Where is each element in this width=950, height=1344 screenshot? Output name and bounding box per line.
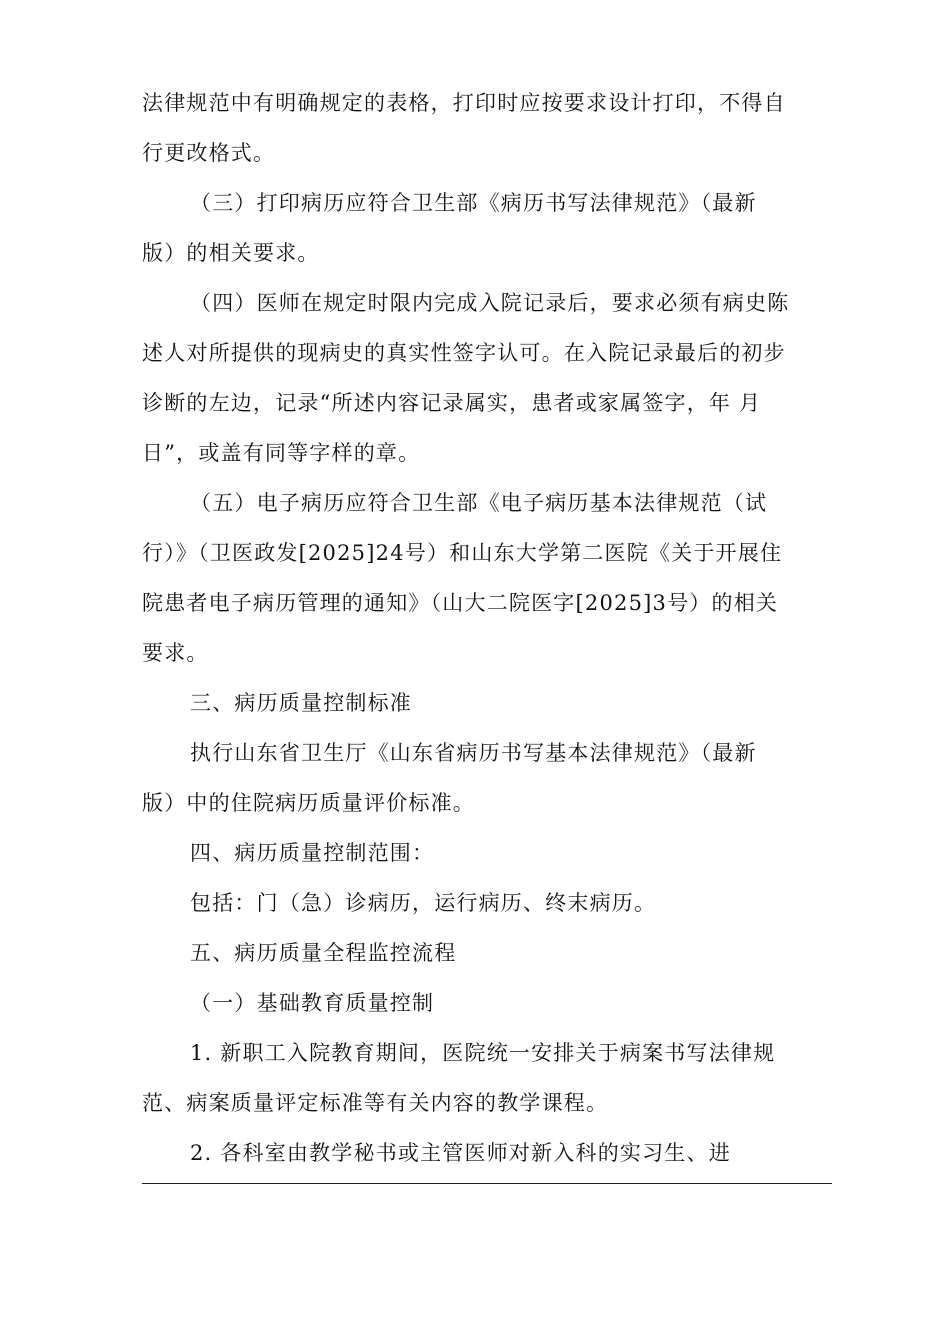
body-line-11: 院患者电子病历管理的通知》（山大二院医字[2025]3号）的相关 (142, 591, 779, 615)
body-line-21: 范、病案质量评定标准等有关内容的教学课程。 (142, 1091, 609, 1115)
body-line-9: （五）电子病历应符合卫生部《电子病历基本法律规范（试 (190, 491, 768, 515)
body-line-22: 2. 各科室由教学秘书或主管医师对新入科的实习生、进 (190, 1141, 731, 1165)
body-line-10: 行）》（卫医政发[2025]24号）和山东大学第二医院《关于开展住 (142, 541, 783, 565)
body-line-8: 日”，或盖有同等字样的章。 (142, 441, 421, 465)
body-line-3: （三）打印病历应符合卫生部《病历书写法律规范》（最新 (190, 191, 757, 215)
body-line-6: 述人对所提供的现病史的真实性签字认可。在入院记录最后的初步 (142, 341, 786, 365)
body-line-17: 包括：门（急）诊病历，运行病历、终末病历。 (190, 891, 657, 915)
subsection-heading-1: （一）基础教育质量控制 (190, 991, 435, 1015)
body-line-1: 法律规范中有明确规定的表格，打印时应按要求设计打印，不得自 (142, 91, 786, 115)
section-heading-4: 四、病历质量控制范围： (190, 841, 435, 865)
body-line-5: （四）医师在规定时限内完成入院记录后，要求必须有病史陈 (190, 291, 790, 315)
body-line-20: 1. 新职工入院教育期间，医院统一安排关于病案书写法律规 (190, 1041, 776, 1065)
section-heading-5: 五、病历质量全程监控流程 (190, 941, 457, 965)
body-line-15: 版）中的住院病历质量评价标准。 (142, 791, 475, 815)
footer-divider (142, 1183, 832, 1184)
body-line-2: 行更改格式。 (142, 141, 276, 165)
body-line-14: 执行山东省卫生厅《山东省病历书写基本法律规范》（最新 (190, 741, 757, 765)
body-line-12: 要求。 (142, 641, 209, 665)
body-line-7: 诊断的左边，记录“所述内容记录属实，患者或家属签字，年 月 (142, 391, 762, 415)
section-heading-3: 三、病历质量控制标准 (190, 691, 412, 715)
body-line-4: 版）的相关要求。 (142, 241, 320, 265)
